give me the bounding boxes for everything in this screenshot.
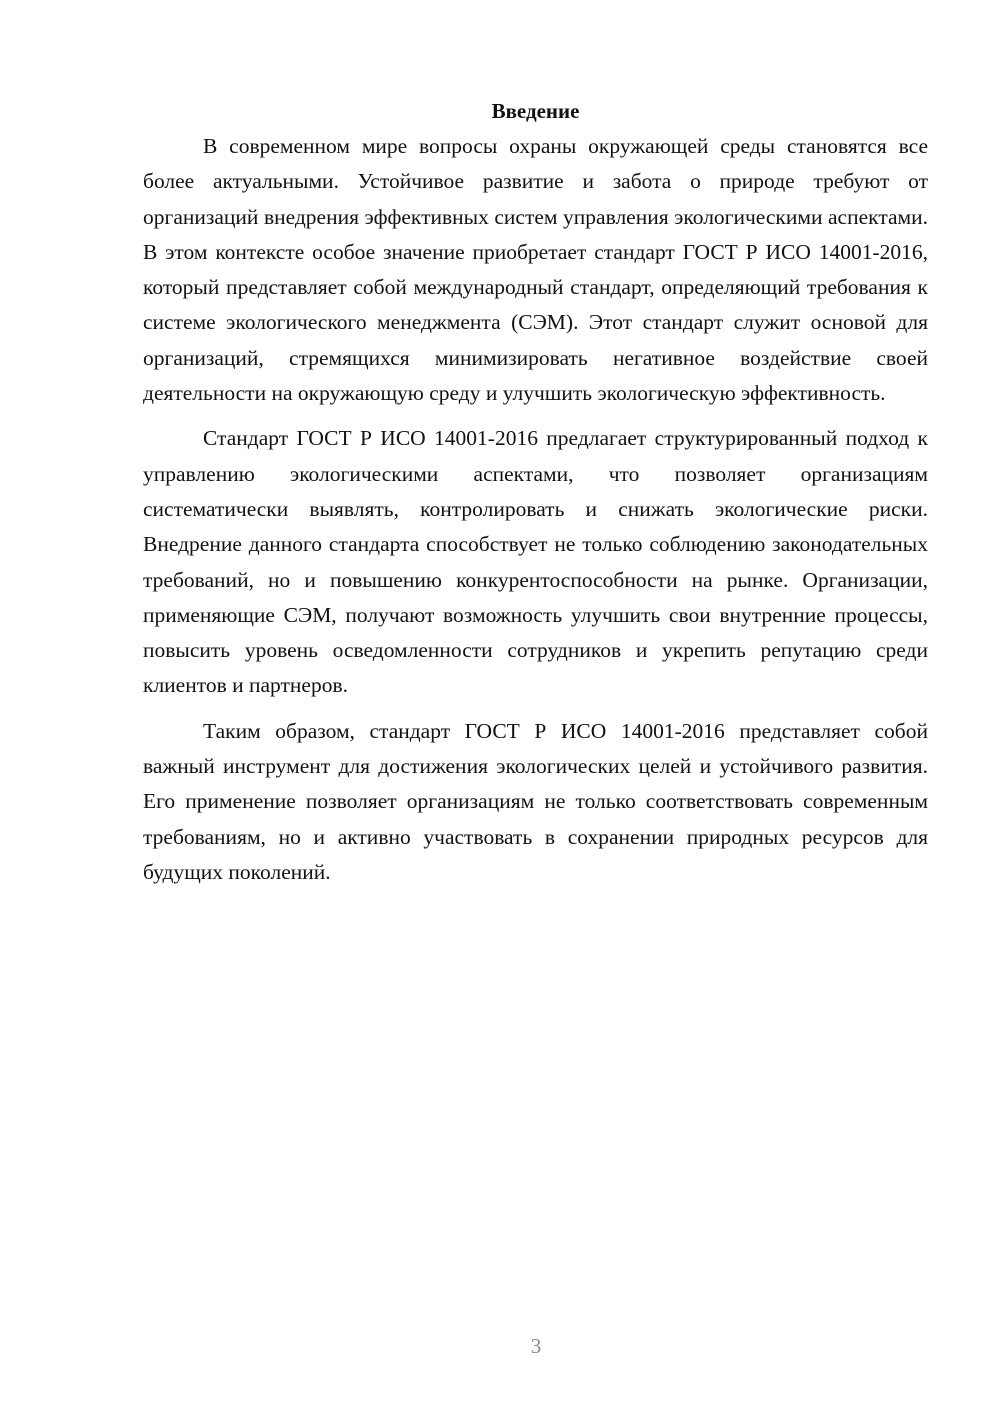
paragraph-3: Таким образом, стандарт ГОСТ Р ИСО 14001-2016 представляет собой важный инструмент для достижения экологических целей и устойчивого развития. Его применение позволяет организациям не только соответствовать современным требованиям, но и активно участвовать в сохранении природных ресурсов для будущих поколений. (143, 718, 928, 884)
section-heading: Введение (491, 99, 580, 123)
page-number: 3 (530, 1334, 542, 1358)
paragraph-2: Стандарт ГОСТ Р ИСО 14001-2016 предлагает структурированный подход к управлению экологическими аспектами, что позволяет организациям систематически выявлять, контролировать и снижать экологические риски. Внедрение данного стандарта способствует не только соблюдению законодательных требований, но и повышению конкурентоспособности на рынке. Организации, применяющие СЭМ, получают возможность улучшить свои внутренние процессы, повысить уровень осведомленности сотрудников и укрепить репутацию среди клиентов и партнеров. (143, 426, 928, 698)
paragraph-1: В современном мире вопросы охраны окружающей среды становятся все более актуальными. Устойчивое развитие и забота о природе требуют от организаций внедрения эффективных систем управления экологическими аспектами. В этом контексте особое значение приобретает стандарт ГОСТ Р ИСО 14001-2016, который представляет собой международный стандарт, определяющий требования к системе экологического менеджмента (СЭМ). Этот стандарт служит основой для организаций, стремящихся минимизировать негативное воздействие своей деятельности на окружающую среду и улучшить экологическую эффективность. (143, 134, 928, 406)
page-content (143, 94, 928, 890)
